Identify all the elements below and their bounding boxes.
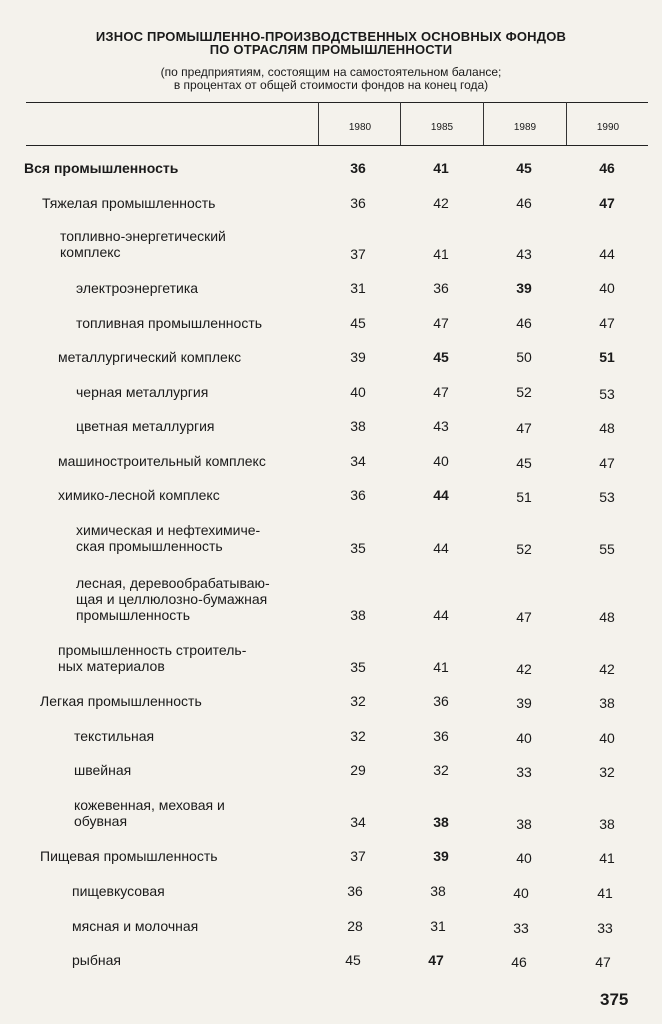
cell-1990: 53 xyxy=(599,489,615,505)
header-top-rule xyxy=(26,102,648,103)
cell-1989: 40 xyxy=(513,885,529,901)
cell-1985: 38 xyxy=(430,883,446,899)
cell-1989: 42 xyxy=(516,661,532,677)
cell-1980: 37 xyxy=(350,848,366,864)
cell-1985: 41 xyxy=(433,246,449,262)
cell-1989: 46 xyxy=(516,195,532,211)
cell-1985: 32 xyxy=(433,762,449,778)
cell-1989: 45 xyxy=(516,455,532,471)
row-label: промышленность строитель- ных материалов xyxy=(58,642,247,674)
table-subtitle-line2: в процентах от общей стоимости фондов на конец года) xyxy=(173,78,489,92)
cell-1985: 39 xyxy=(433,848,449,864)
cell-1990: 44 xyxy=(599,246,615,262)
cell-1985: 47 xyxy=(428,952,444,968)
cell-1990: 40 xyxy=(599,730,615,746)
cell-1980: 37 xyxy=(350,246,366,262)
row-label: топливно-энергетический комплекс xyxy=(60,228,226,260)
cell-1989: 33 xyxy=(513,920,529,936)
cell-1989: 45 xyxy=(516,160,532,176)
cell-1990: 40 xyxy=(599,280,615,296)
cell-1980: 36 xyxy=(347,883,363,899)
cell-1985: 47 xyxy=(433,384,449,400)
cell-1990: 47 xyxy=(599,315,615,331)
column-divider xyxy=(566,102,567,145)
cell-1990: 38 xyxy=(599,816,615,832)
cell-1990: 41 xyxy=(597,885,613,901)
cell-1985: 45 xyxy=(433,349,449,365)
year-header-1980: 1980 xyxy=(348,122,372,133)
year-header-1989: 1989 xyxy=(513,122,537,133)
cell-1980: 38 xyxy=(350,418,366,434)
cell-1985: 44 xyxy=(433,487,449,503)
cell-1989: 40 xyxy=(516,850,532,866)
cell-1985: 41 xyxy=(433,160,449,176)
header-bottom-rule xyxy=(26,145,648,146)
cell-1990: 55 xyxy=(599,541,615,557)
cell-1980: 29 xyxy=(350,762,366,778)
cell-1985: 42 xyxy=(433,195,449,211)
year-header-1985: 1985 xyxy=(430,122,454,133)
cell-1989: 52 xyxy=(516,384,532,400)
row-label: электроэнергетика xyxy=(76,280,199,296)
row-label: лесная, деревообрабатываю- щая и целлюлозно-бумажная промышленность xyxy=(76,575,270,623)
row-label: мясная и молочная xyxy=(72,918,199,934)
cell-1985: 44 xyxy=(433,607,449,623)
cell-1985: 36 xyxy=(433,280,449,296)
cell-1990: 47 xyxy=(595,954,611,970)
cell-1980: 36 xyxy=(350,487,366,503)
cell-1980: 28 xyxy=(347,918,363,934)
row-label: цветная металлургия xyxy=(76,418,215,434)
column-divider xyxy=(318,102,319,145)
cell-1990: 48 xyxy=(599,420,615,436)
row-label: химическая и нефтехимиче- ская промышленность xyxy=(76,522,261,554)
row-label: швейная xyxy=(74,762,132,778)
cell-1989: 43 xyxy=(516,246,532,262)
cell-1980: 32 xyxy=(350,693,366,709)
cell-1980: 32 xyxy=(350,728,366,744)
cell-1990: 32 xyxy=(599,764,615,780)
row-label: Пищевая промышленность xyxy=(40,848,218,864)
table-title-line1: ИЗНОС ПРОМЫШЛЕННО-ПРОИЗВОДСТВЕННЫХ ОСНОВНЫХ ФОНДОВ xyxy=(95,29,567,44)
row-label: Тяжелая промышленность xyxy=(42,195,216,211)
table-title-line2: ПО ОТРАСЛЯМ ПРОМЫШЛЕННОСТИ xyxy=(209,42,453,57)
page-number: 375 xyxy=(600,990,629,1009)
cell-1980: 39 xyxy=(350,349,366,365)
cell-1989: 38 xyxy=(516,816,532,832)
cell-1980: 40 xyxy=(350,384,366,400)
cell-1989: 50 xyxy=(516,349,532,365)
cell-1980: 45 xyxy=(350,315,366,331)
column-divider xyxy=(400,102,401,145)
cell-1980: 35 xyxy=(350,540,366,556)
cell-1990: 41 xyxy=(599,850,615,866)
table-subtitle-line1: (по предприятиям, состоящим на самостоятельном балансе; xyxy=(160,65,502,79)
cell-1989: 52 xyxy=(516,541,532,557)
cell-1980: 35 xyxy=(350,659,366,675)
cell-1990: 51 xyxy=(599,349,615,365)
row-label: металлургический комплекс xyxy=(58,349,242,365)
cell-1990: 53 xyxy=(599,386,615,402)
cell-1985: 38 xyxy=(433,814,449,830)
cell-1985: 41 xyxy=(433,659,449,675)
cell-1989: 40 xyxy=(516,730,532,746)
cell-1989: 39 xyxy=(516,695,532,711)
row-label: Вся промышленность xyxy=(24,160,179,176)
row-label: топливная промышленность xyxy=(76,315,263,331)
row-label: пищевкусовая xyxy=(72,883,165,899)
row-label: рыбная xyxy=(72,952,121,968)
row-label: черная металлургия xyxy=(76,384,209,400)
cell-1989: 33 xyxy=(516,764,532,780)
cell-1980: 45 xyxy=(345,952,361,968)
row-label: текстильная xyxy=(74,728,155,744)
cell-1980: 34 xyxy=(350,814,366,830)
cell-1985: 47 xyxy=(433,315,449,331)
cell-1980: 38 xyxy=(350,607,366,623)
cell-1980: 36 xyxy=(350,195,366,211)
cell-1985: 36 xyxy=(433,693,449,709)
cell-1980: 31 xyxy=(350,280,366,296)
column-divider xyxy=(483,102,484,145)
cell-1989: 46 xyxy=(516,315,532,331)
cell-1990: 42 xyxy=(599,661,615,677)
cell-1985: 36 xyxy=(433,728,449,744)
cell-1989: 47 xyxy=(516,420,532,436)
cell-1980: 34 xyxy=(350,453,366,469)
cell-1990: 48 xyxy=(599,609,615,625)
row-label: машиностроительный комплекс xyxy=(58,453,266,469)
cell-1990: 47 xyxy=(599,195,615,211)
cell-1990: 47 xyxy=(599,455,615,471)
row-label: кожевенная, меховая и обувная xyxy=(74,797,225,829)
cell-1985: 44 xyxy=(433,540,449,556)
row-label: химико-лесной комплекс xyxy=(58,487,220,503)
cell-1985: 40 xyxy=(433,453,449,469)
cell-1989: 51 xyxy=(516,489,532,505)
cell-1985: 43 xyxy=(433,418,449,434)
cell-1990: 46 xyxy=(599,160,615,176)
cell-1989: 47 xyxy=(516,609,532,625)
cell-1990: 33 xyxy=(597,920,613,936)
year-header-1990: 1990 xyxy=(596,122,620,133)
row-label: Легкая промышленность xyxy=(40,693,202,709)
cell-1985: 31 xyxy=(430,918,446,934)
cell-1990: 38 xyxy=(599,695,615,711)
cell-1989: 39 xyxy=(516,280,532,296)
cell-1989: 46 xyxy=(511,954,527,970)
cell-1980: 36 xyxy=(350,160,366,176)
